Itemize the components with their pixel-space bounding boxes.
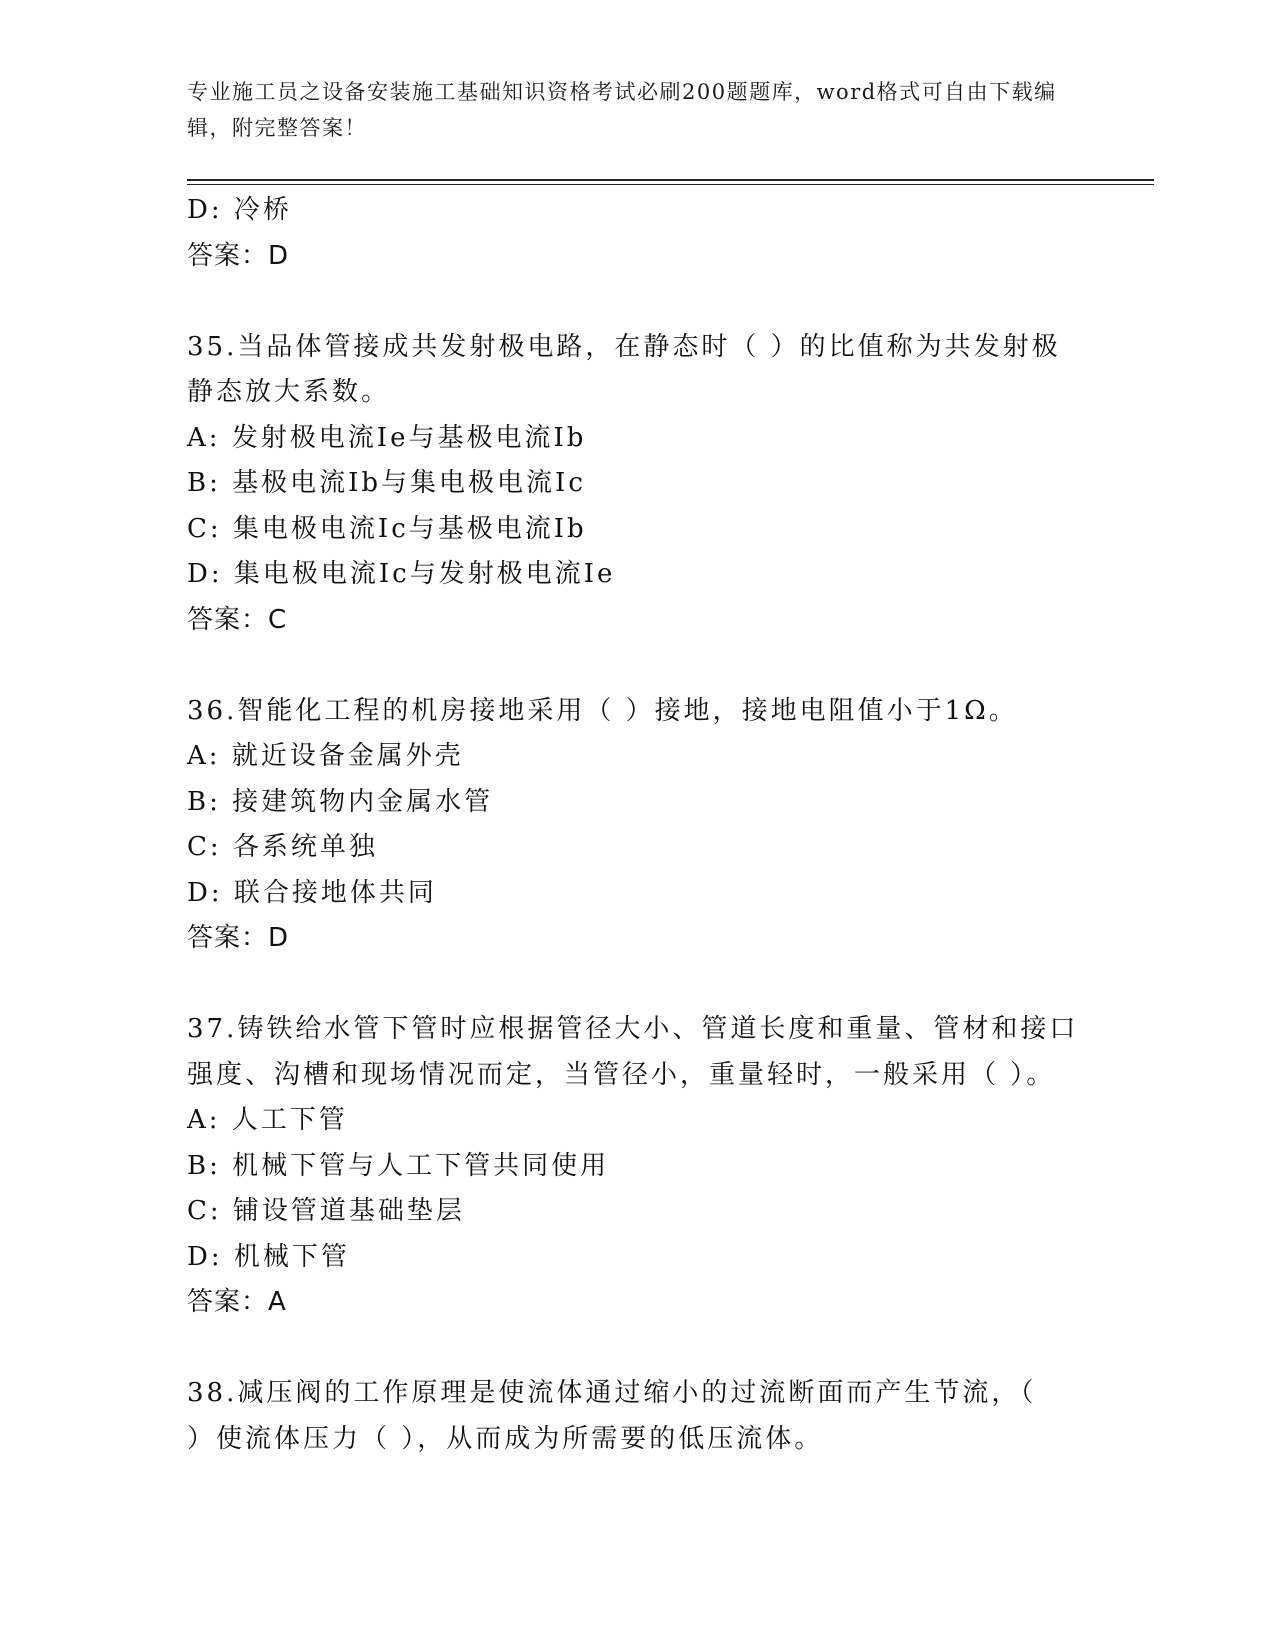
answer-line: 答案：D (187, 240, 290, 271)
option-a: A: 就近设备金属外壳 (187, 741, 464, 771)
question-35 (187, 325, 1087, 644)
option-d: D: 机械下管 (187, 1241, 350, 1272)
question-37 (187, 1007, 1087, 1326)
option-b: B: 接建筑物内金属水管 (187, 786, 494, 817)
question-stem: 强度、沟槽和现场情况而定，当管径小，重量轻时，一般采用（ ）。 (187, 1059, 1056, 1090)
header-divider (187, 179, 1154, 181)
question-stem: ）使流体压力（ ），从而成为所需要的低压流体。 (187, 1423, 824, 1454)
option-c: C: 铺设管道基础垫层 (187, 1196, 465, 1226)
answer-line: 答案：C (187, 604, 288, 635)
question-stem: 37.铸铁给水管下管时应根据管径大小、管道长度和重量、管材和接口 (187, 1014, 1079, 1044)
question-stem: 35.当品体管接成共发射极电路，在静态时（ ）的比值称为共发射极 (187, 331, 1061, 362)
option-d: D: 冷桥 (187, 195, 292, 225)
option-b: B: 机械下管与人工下管共同使用 (187, 1150, 610, 1181)
option-d: D: 联合接地体共同 (187, 877, 437, 908)
spacer (187, 1326, 1087, 1372)
question-stem: 36.智能化工程的机房接地采用（ ）接地，接地电阻值小于1Ω。 (187, 695, 1018, 726)
answer-line: 答案：D (187, 923, 290, 953)
header-divider-thin (187, 184, 1154, 185)
spacer (187, 643, 1087, 689)
question-36 (187, 689, 1087, 962)
option-c: C: 集电极电流Ic与基极电流Ib (187, 513, 587, 544)
question-38 (187, 1371, 1087, 1462)
option-a: A: 发射极电流Ie与基极电流Ib (187, 422, 587, 453)
document-header: 专业施工员之设备安装施工基础知识资格考试必刷200题题库，word格式可自由下载编辑，附完整答案！ (187, 80, 1057, 140)
question-list (187, 188, 1087, 1462)
option-a: A: 人工下管 (187, 1105, 348, 1135)
spacer (187, 962, 1087, 1008)
question-stem: 38.减压阀的工作原理是使流体通过缩小的过流断面而产生节流，（ (187, 1378, 1037, 1408)
option-c: C: 各系统单独 (187, 832, 378, 862)
spacer (187, 279, 1087, 325)
option-d: D: 集电极电流Ic与发射极电流Ie (187, 559, 616, 589)
question-stem: 静态放大系数。 (187, 377, 391, 407)
answer-line: 答案：A (187, 1287, 287, 1317)
option-b: B: 基极电流Ib与集电极电流Ic (187, 468, 586, 498)
